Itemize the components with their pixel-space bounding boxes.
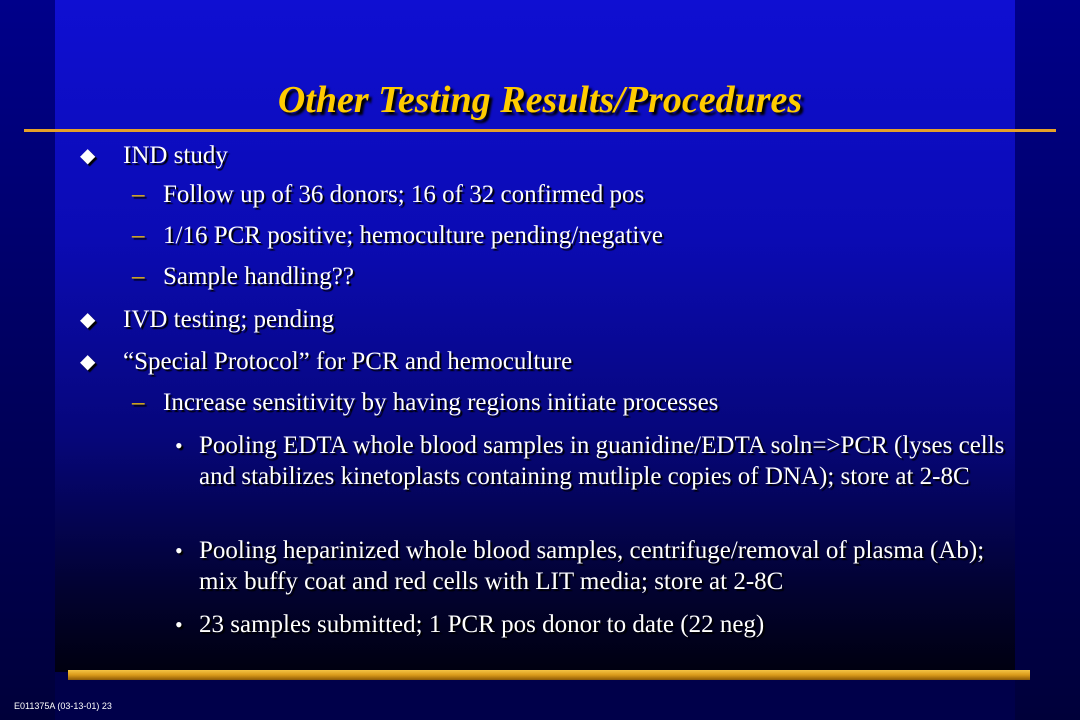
dash-bullet-icon: – xyxy=(132,181,145,208)
slide-footer: E011375A (03-13-01) 23 xyxy=(14,701,112,711)
diamond-bullet-icon: ◆ xyxy=(80,307,96,331)
sub-bullet-text: 1/16 PCR positive; hemoculture pending/negative xyxy=(163,222,663,249)
bullet-text: “Special Protocol” for PCR and hemoculture xyxy=(123,348,573,375)
bottom-accent-bar xyxy=(68,670,1030,680)
bullet-text: IND study xyxy=(123,142,228,169)
sub-bullet-text: Increase sensitivity by having regions initiate processes xyxy=(163,389,719,416)
dot-bullet-icon: • xyxy=(175,612,183,637)
slide-title: Other Testing Results/Procedures xyxy=(277,79,803,121)
sub-bullet-text: Follow up of 36 donors; 16 of 32 confirmed pos xyxy=(163,181,645,208)
dot-bullet-icon: • xyxy=(175,538,183,563)
bullet-text: IVD testing; pending xyxy=(123,306,335,333)
sub-sub-bullet-text: Pooling heparinized whole blood samples, centrifuge/removal of plasma (Ab); mix buffy coat and red cells with LIT media; store at 2-8C xyxy=(199,537,985,595)
dash-bullet-icon: – xyxy=(132,389,145,416)
diamond-bullet-icon: ◆ xyxy=(80,349,96,373)
sub-bullet-text: Sample handling?? xyxy=(163,263,354,290)
dot-bullet-icon: • xyxy=(175,433,183,458)
dash-bullet-icon: – xyxy=(132,222,145,249)
sub-sub-bullet-text: Pooling EDTA whole blood samples in guanidine/EDTA soln=>PCR (lyses cells and stabilizes kinetoplasts containing mutliple copies of DNA); store at 2-8C xyxy=(199,432,1005,490)
diamond-bullet-icon: ◆ xyxy=(80,143,96,167)
dash-bullet-icon: – xyxy=(132,263,145,290)
sub-sub-bullet-text: 23 samples submitted; 1 PCR pos donor to date (22 neg) xyxy=(199,611,765,638)
